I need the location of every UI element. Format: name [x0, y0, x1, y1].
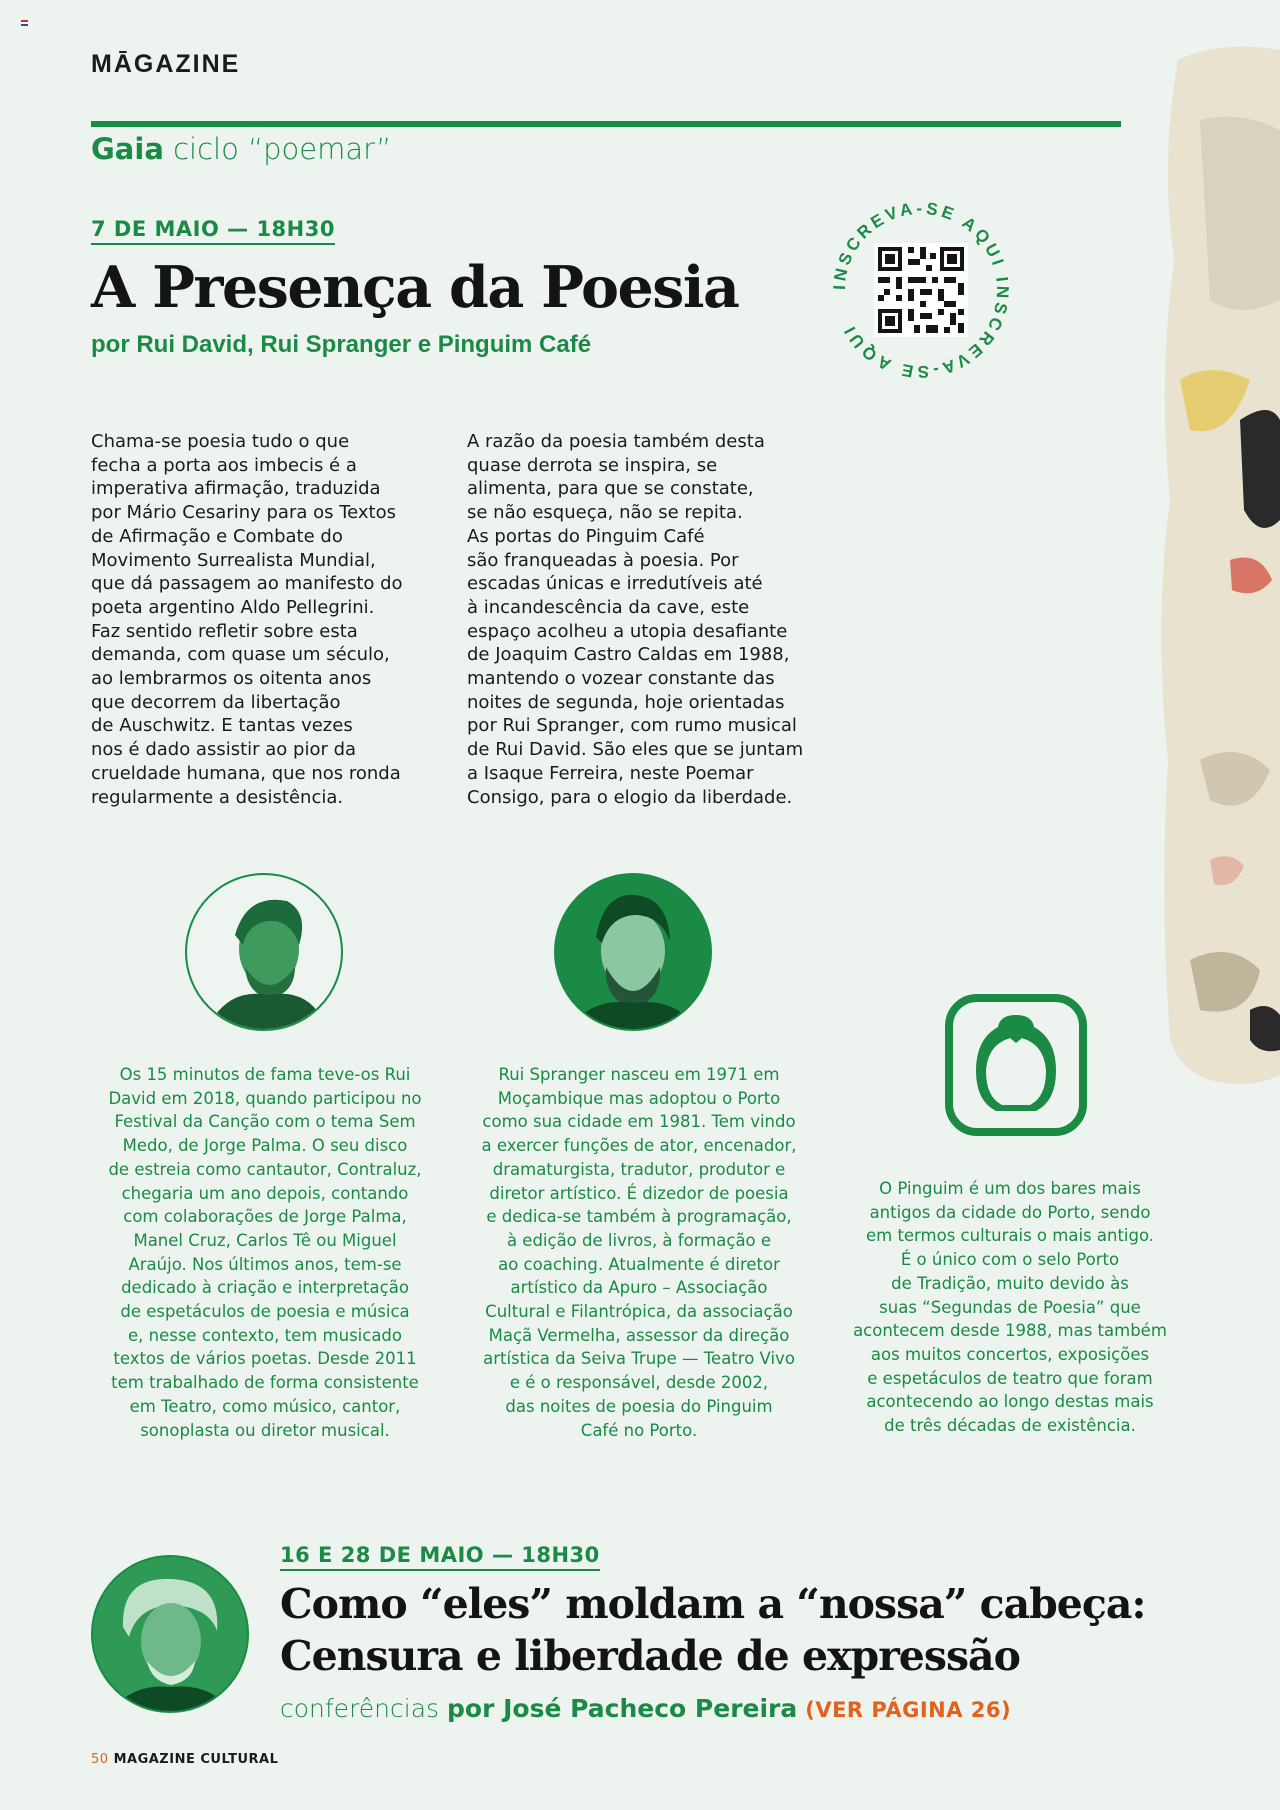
portrait-jose-pacheco-pereira-image — [93, 1557, 247, 1711]
portrait-rui-david — [185, 873, 343, 1031]
qr-code-icon — [874, 243, 968, 337]
top-rule — [91, 121, 1121, 127]
event1-date-wrap — [91, 217, 335, 241]
event2-title — [280, 1578, 1146, 1682]
event1-body-col1: Chama-se poesia tudo o que fecha a porta aos imbecis é a imperativa afirmação, traduzida por Mário Cesariny para os Textos de Afirmação e Combate do Movimento Surrealista Mundial, que dá passagem ao manifesto do poeta argentino Aldo Pellegrini. Faz sentido refletir sobre esta demanda, com quase um século, ao lembrarmos os oitenta anos que decorrem da libertação de Auschwitz. E tantas vezes nos é dado assistir ao pior da crueldade humana, que nos ronda regularmente a desistência. — [91, 431, 403, 808]
footer-label: MAGAZINE CULTURAL — [113, 1752, 279, 1767]
painting-texture-image — [1140, 0, 1280, 1110]
qr-circular-label: INSCREVA-SE AQUI INSCREVA-SE AQUI — [829, 198, 1013, 382]
event2-type: conferências — [280, 1694, 440, 1723]
portrait-rui-david-image — [187, 875, 341, 1029]
portrait-rui-spranger — [554, 873, 712, 1031]
event2-date: 16 E 28 DE MAIO — 18H30 — [280, 1543, 600, 1571]
event2-date-wrap — [280, 1543, 600, 1567]
portrait-jose-pacheco-pereira — [91, 1555, 249, 1713]
flag-icon — [21, 20, 28, 26]
event2-subtitle — [280, 1694, 1011, 1723]
section-title — [91, 132, 391, 166]
page-footer — [91, 1752, 278, 1767]
bio-rui-spranger: Rui Spranger nasceu em 1971 em Moçambique mas adoptou o Porto como sua cidade em 1981. Tem vindo a exercer funções de ator, encenador, dramaturgista, tradutor, produtor e diretor artístico. É dizedor de poesia e dedica-se também à programação, à edição de livros, à formação e ao coaching. Atualmente é diretor artístico da Apuro – Associação Cultural e Filantrópica, da associação Maçã Vermelha, assessor da direção artística da Seiva Trupe — Teatro Vivo e é o responsável, desde 2002, das noites de poesia do Pinguim Café no Porto. — [481, 1065, 797, 1440]
qr-signup-badge[interactable] — [829, 198, 1013, 382]
portrait-rui-spranger-image — [556, 875, 710, 1029]
event1-date: 7 DE MAIO — 18H30 — [91, 217, 335, 245]
magazine-logo: MĀGAZINE — [91, 50, 241, 78]
bio-pinguim-cafe: O Pinguim é um dos bares mais antigos da cidade do Porto, sendo em termos culturais o mais antigo. É o único com o selo Porto de Tradição, muito devido às suas “Segundas de Poesia” que acontecem desde 1988, mas também aos muitos concertos, exposições e espetáculos de teatro que foram acontecendo ao longo destas mais de três décadas de existência. — [853, 1179, 1167, 1436]
event1-title: A Presença da Poesia — [91, 254, 739, 321]
event2-title-line1: Como “eles” moldam a “nossa” cabeça: — [280, 1580, 1146, 1628]
event2-speaker: por José Pacheco Pereira — [447, 1694, 798, 1723]
event2-page-reference[interactable]: (VER PÁGINA 26) — [805, 1698, 1012, 1722]
pinguim-logo-icon — [944, 993, 1088, 1137]
bio-rui-david: Os 15 minutos de fama teve-os Rui David em 2018, quando participou no Festival da Canção com o tema Sem Medo, de Jorge Palma. O seu disco de estreia como cantautor, Contraluz, chegaria um ano depois, contando com colaborações de Jorge Palma, Manel Cruz, Carlos Tê ou Miguel Araújo. Nos últimos anos, tem-se dedicado à criação e interpretação de espetáculos de poesia e música e, nesse contexto, tem musicado textos de vários poetas. Desde 2011 tem trabalhado de forma consistente em Teatro, como músico, cantor, sonoplasta ou diretor musical. — [108, 1065, 422, 1440]
event1-byline: por Rui David, Rui Spranger e Pinguim Café — [91, 331, 592, 358]
page-number: 50 — [91, 1752, 109, 1767]
section-cycle: ciclo “poemar” — [173, 132, 392, 166]
event2-title-line2: Censura e liberdade de expressão — [280, 1632, 1020, 1680]
event1-body-col2: A razão da poesia também desta quase derrota se inspira, se alimenta, para que se constate, se não esqueça, não se repita. As portas do Pinguim Café são franqueadas à poesia. Por escadas únicas e irredutíveis até à incandescência da cave, este espaço acolheu a utopia desafiante de Joaquim Castro Caldas em 1988, mantendo o vozear constante das noites de segunda, hoje orientadas por Rui Spranger, com rumo musical de Rui David. São eles que se juntam a Isaque Ferreira, neste Poemar Consigo, para o elogio da liberdade. — [467, 431, 804, 808]
section-city: Gaia — [91, 132, 164, 166]
